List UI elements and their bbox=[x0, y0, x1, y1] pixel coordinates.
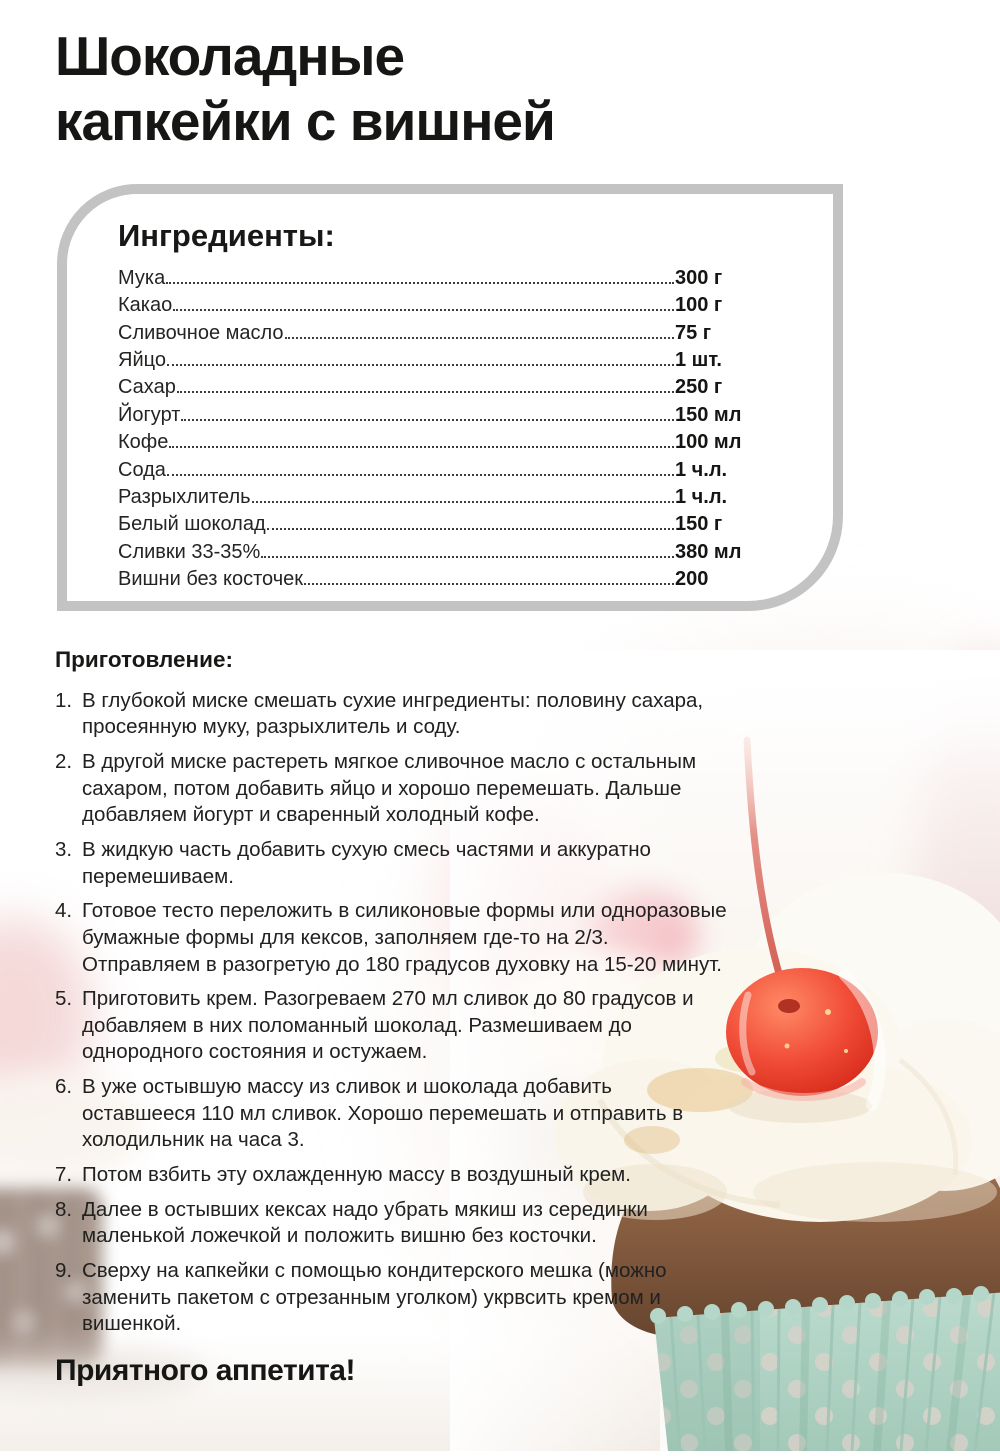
ingredient-leader-dots bbox=[181, 419, 674, 421]
ingredient-amount: 150 мл bbox=[675, 403, 742, 426]
preparation-step: В другой миске растереть мягкое сливочное масло с остальным сахаром, потом добавить яйцо и хорошо перемешать. Дальше добавляем йогурт и сваренный холодный кофе. bbox=[82, 750, 697, 827]
ingredient-amount: 150 г bbox=[675, 513, 723, 536]
ingredient-row bbox=[118, 568, 783, 595]
ingredient-name: Сахар bbox=[118, 376, 176, 399]
ingredient-row bbox=[118, 513, 783, 540]
title-line-2: капкейки с вишней bbox=[55, 89, 555, 152]
ingredient-leader-dots bbox=[252, 501, 674, 503]
ingredient-name: Разрыхлитель bbox=[118, 485, 251, 508]
ingredient-name: Сливки 33-35% bbox=[118, 540, 261, 563]
ingredient-amount: 380 мл bbox=[675, 540, 742, 563]
ingredients-box bbox=[57, 184, 843, 611]
ingredient-name: Йогурт bbox=[118, 403, 181, 426]
ingredient-leader-dots bbox=[261, 556, 674, 558]
ingredient-leader-dots bbox=[166, 282, 674, 284]
ingredient-row bbox=[118, 541, 783, 568]
ingredient-leader-dots bbox=[267, 528, 674, 530]
ingredient-leader-dots bbox=[304, 583, 674, 585]
ingredient-row bbox=[118, 376, 783, 403]
preparation-step: Сверху на капкейки с помощью кондитерского мешка (можно заменить пакетом с отрезанным уголком) укрвсить кремом и вишенкой. bbox=[82, 1258, 667, 1336]
ingredient-amount: 100 г bbox=[675, 294, 723, 317]
ingredient-leader-dots bbox=[173, 309, 674, 311]
ingredient-leader-dots bbox=[177, 391, 674, 393]
preparation-heading: Приготовление: bbox=[55, 646, 233, 672]
ingredient-amount: 1 шт. bbox=[675, 348, 722, 371]
ingredient-amount: 1 ч.л. bbox=[675, 458, 728, 481]
ingredients-list bbox=[118, 267, 783, 596]
ingredient-row bbox=[118, 404, 783, 431]
ingredient-name: Сода bbox=[118, 458, 166, 481]
ingredient-row bbox=[118, 486, 783, 513]
ingredient-row bbox=[118, 294, 783, 321]
preparation-list bbox=[55, 688, 731, 1338]
ingredient-amount: 1 ч.л. bbox=[675, 485, 728, 508]
ingredient-row bbox=[118, 459, 783, 486]
ingredient-amount: 250 г bbox=[675, 376, 723, 399]
ingredient-name: Вишни без косточек bbox=[118, 568, 303, 591]
ingredient-name: Белый шоколад bbox=[118, 513, 266, 536]
preparation-step: В глубокой миске смешать сухие ингредиенты: половину сахара, просеянную муку, разрыхлитель и соду. bbox=[82, 688, 704, 739]
preparation-section bbox=[55, 647, 731, 1338]
bon-appetit-text: Приятного аппетита! bbox=[55, 1353, 355, 1387]
ingredient-row bbox=[118, 349, 783, 376]
ingredient-name: Сливочное масло bbox=[118, 321, 284, 344]
ingredient-row bbox=[118, 322, 783, 349]
ingredient-leader-dots bbox=[169, 446, 674, 448]
ingredient-leader-dots bbox=[167, 474, 674, 476]
ingredient-row bbox=[118, 431, 783, 458]
ingredient-leader-dots bbox=[285, 337, 674, 339]
page-title bbox=[55, 24, 1000, 154]
ingredient-amount: 100 мл bbox=[675, 431, 742, 454]
preparation-step: Готовое тесто переложить в силиконовые формы или одноразовые бумажные формы для кексов, заполняем где-то на 2/3. Отправляем в разогретую до 180 градусов духовку на 15-20 минут. bbox=[82, 899, 727, 976]
ingredient-amount: 75 г bbox=[675, 321, 712, 344]
preparation-step: В жидкую часть добавить сухую смесь частями и аккуратно перемешиваем. bbox=[82, 837, 651, 888]
ingredient-row bbox=[118, 267, 783, 294]
ingredient-name: Мука bbox=[118, 266, 166, 289]
preparation-step: В уже остывшую массу из сливок и шоколада добавить оставшееся 110 мл сливок. Хорошо перемешать и отправить в холодильник на часа 3. bbox=[82, 1075, 684, 1152]
preparation-step: Приготовить крем. Разогреваем 270 мл сливок до 80 градусов и добавляем в них поломанный шоколад. Размешиваем до однородного состояния и остужаем. bbox=[82, 987, 694, 1064]
ingredient-name: Какао bbox=[118, 294, 173, 317]
ingredient-amount: 300 г bbox=[675, 266, 723, 289]
ingredient-name: Кофе bbox=[118, 431, 169, 454]
ingredient-name: Яйцо bbox=[118, 348, 166, 371]
ingredients-heading: Ингредиенты: bbox=[118, 217, 335, 253]
title-line-1: Шоколадные bbox=[55, 25, 405, 87]
ingredient-leader-dots bbox=[167, 364, 674, 366]
ingredient-amount: 200 bbox=[675, 568, 709, 591]
preparation-step: Потом взбить эту охлажденную массу в воздушный крем. bbox=[82, 1163, 631, 1187]
preparation-step: Далее в остывших кексах надо убрать мякиш из серединки маленькой ложечкой и положить вишню без косточки. bbox=[82, 1197, 648, 1248]
